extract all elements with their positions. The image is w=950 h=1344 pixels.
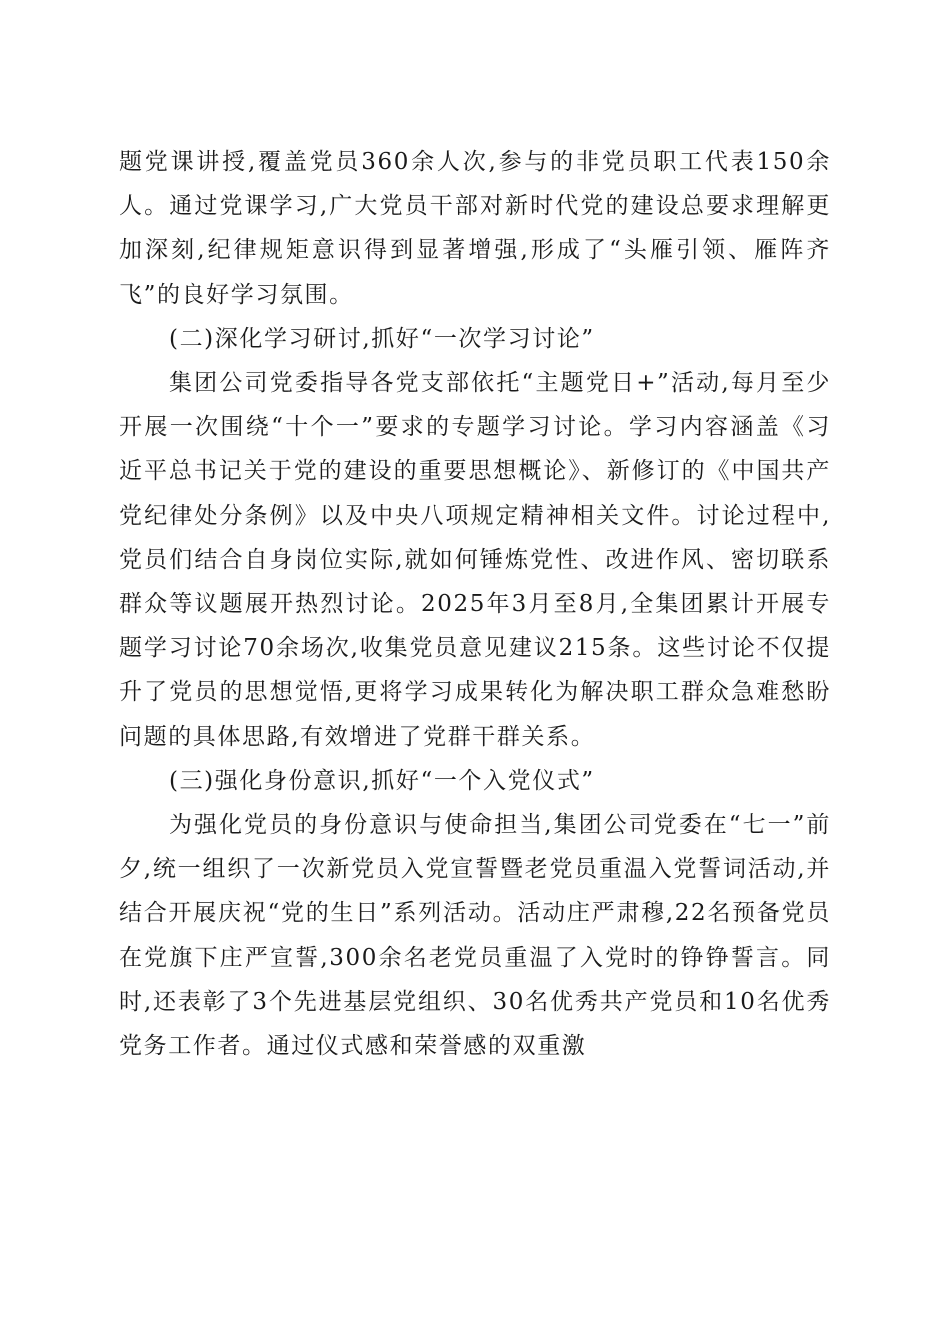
section-heading-3: (三)强化身份意识,抓好“一个入党仪式”	[169, 767, 595, 794]
paragraph-oath-ceremony: 为强化党员的身份意识与使命担当,集团公司党委在“七一”前夕,统一组织了一次新党员入党宣誓暨老党员重温入党誓词活动,并结合开展庆祝“党的生日”系列活动。活动庄严肃穆,22名预备党员在党旗下庄严宣誓,300余名老党员重温了入党时的铮铮誓言。同时,还表彰了3个先进基层党组织、30名优秀共产党员和10名优秀党务工作者。通过仪式感和荣誉感的双重激	[119, 812, 831, 1060]
section-heading-2: (二)深化学习研讨,抓好“一次学习讨论”	[169, 325, 595, 352]
paragraph-party-lecture-continued: 题党课讲授,覆盖党员360余人次,参与的非党员职工代表150余人。通过党课学习,广大党员干部对新时代党的建设总要求理解更加深刻,纪律规矩意识得到显著增强,形成了“头雁引领、雁阵齐飞”的良好学习氛围。	[119, 149, 831, 308]
paragraph-study-discussion: 集团公司党委指导各党支部依托“主题党日+”活动,每月至少开展一次围绕“十个一”要求的专题学习讨论。学习内容涵盖《习近平总书记关于党的建设的重要思想概论》、新修订的《中国共产党纪律处分条例》以及中央八项规定精神相关文件。讨论过程中,党员们结合自身岗位实际,就如何锤炼党性、改进作风、密切联系群众等议题展开热烈讨论。2025年3月至8月,全集团累计开展专题学习讨论70余场次,收集党员意见建议215条。这些讨论不仅提升了党员的思想觉悟,更将学习成果转化为解决职工群众急难愁盼问题的具体思路,有效增进了党群干群关系。	[119, 370, 831, 750]
document-body	[119, 140, 831, 1068]
